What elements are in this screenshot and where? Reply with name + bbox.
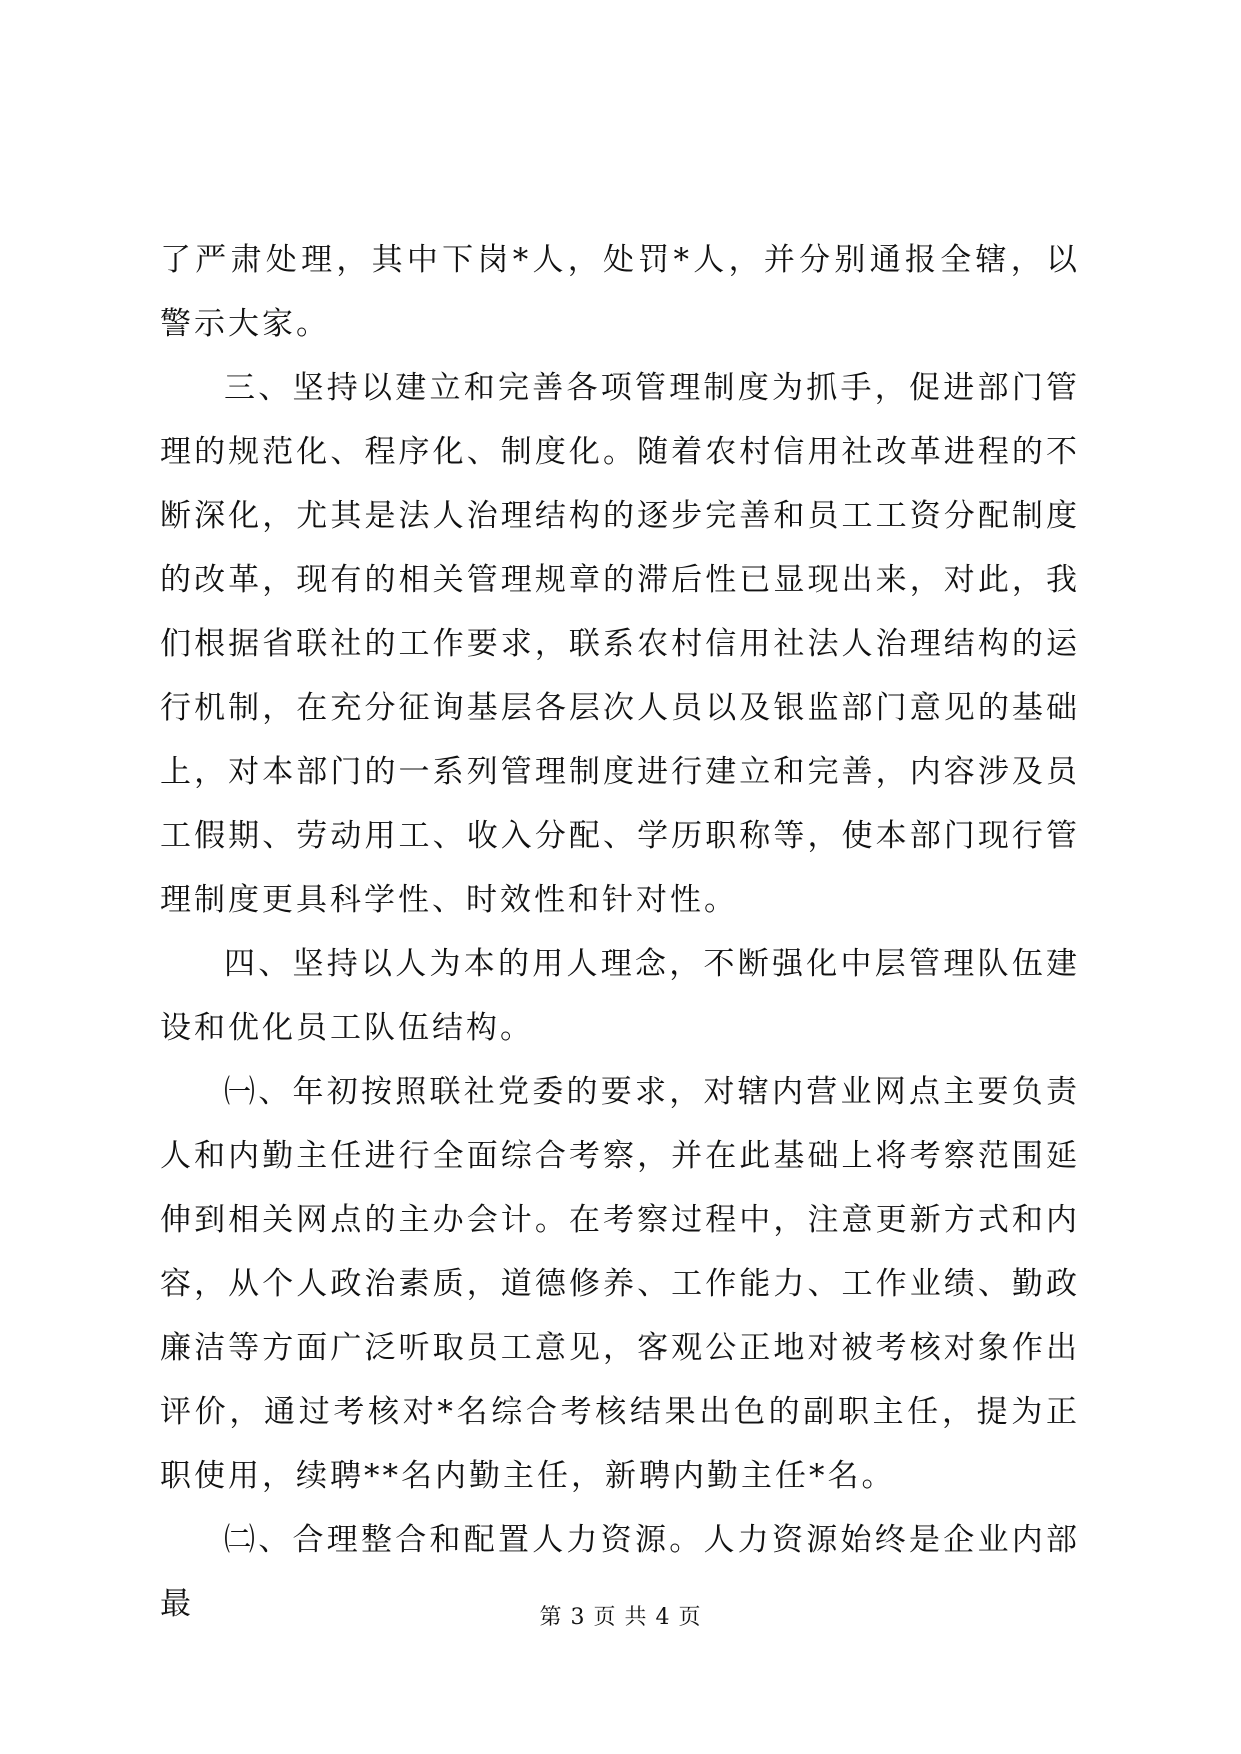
paragraph-section-four: 四、坚持以人为本的用人理念，不断强化中层管理队伍建设和优化员工队伍结构。 [160, 946, 1080, 1046]
paragraph-item-one: ㈠、年初按照联社党委的要求，对辖内营业网点主要负责人和内勤主任进行全面综合考察，并在此基础上将考察范围延伸到相关网点的主办会计。在考察过程中，注意更新方式和内容，从个人政治素质，道德修养、工作能力、工作业绩、勤政廉洁等方面广泛听取员工意见，客观公正地对被考核对象作出评价，通过考核对*名综合考核结果出色的副职主任，提为正职使用，续聘**名内勤主任，新聘内勤主任*名。 [160, 1074, 1080, 1494]
document-body [160, 228, 1080, 1636]
paragraph-section-three: 三、坚持以建立和完善各项管理制度为抓手，促进部门管理的规范化、程序化、制度化。随着农村信用社改革进程的不断深化，尤其是法人治理结构的逐步完善和员工工资分配制度的改革，现有的相关管理规章的滞后性已显现出来，对此，我们根据省联社的工作要求，联系农村信用社法人治理结构的运行机制，在充分征询基层各层次人员以及银监部门意见的基础上，对本部门的一系列管理制度进行建立和完善，内容涉及员工假期、劳动用工、收入分配、学历职称等，使本部门现行管理制度更具科学性、时效性和针对性。 [160, 370, 1080, 918]
paragraph-continuation: 了严肃处理，其中下岗*人，处罚*人，并分别通报全辖，以警示大家。 [160, 242, 1080, 342]
paragraph-item-two: ㈡、合理整合和配置人力资源。人力资源始终是企业内部最 [160, 1522, 1080, 1622]
page-number-footer: 第 3 页 共 4 页 [539, 1605, 702, 1630]
